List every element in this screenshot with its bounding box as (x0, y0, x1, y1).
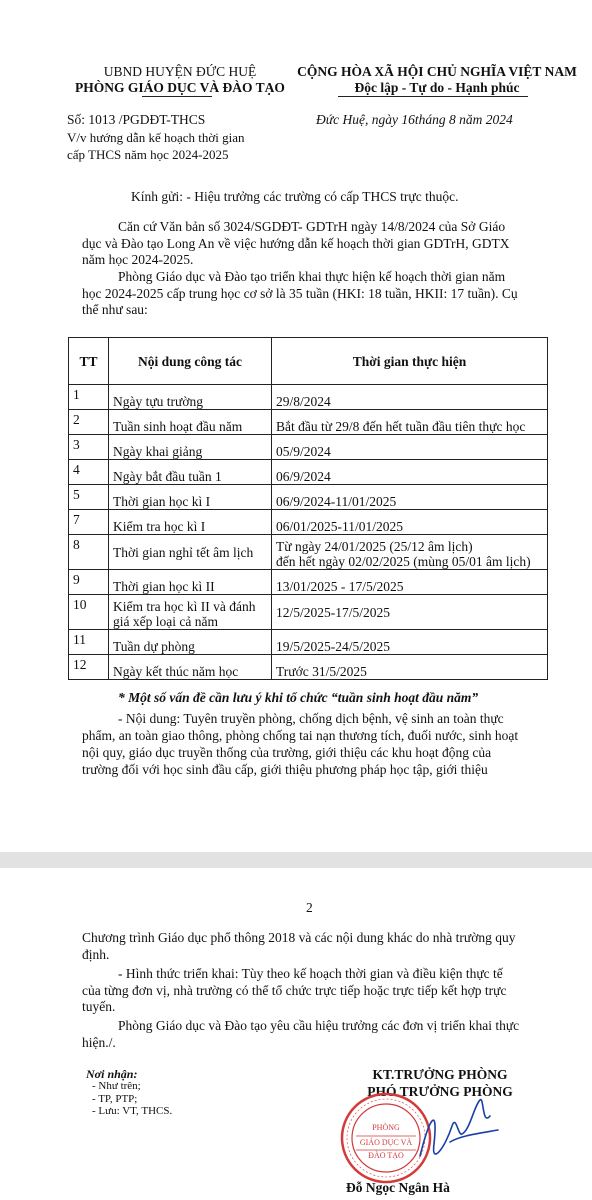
signer-name: Đỗ Ngọc Ngân Hà (346, 1180, 450, 1195)
table-row (69, 535, 548, 570)
cell-content: Ngày tựu trường (109, 385, 272, 410)
cell-tt: 1 (69, 385, 109, 410)
cell-tt: 5 (69, 485, 109, 510)
cell-content (109, 595, 272, 630)
para6-line-1: Phòng Giáo dục và Đào tạo yêu cầu hiệu trưởng các đơn vị triển khai thực (118, 1018, 520, 1033)
issuing-authority (70, 64, 290, 96)
authority-line-2: PHÒNG GIÁO DỤC VÀ ĐÀO TẠO (75, 80, 285, 95)
cell-time: 06/9/2024 (272, 460, 548, 485)
cell-time: 13/01/2025 - 17/5/2025 (272, 570, 548, 595)
recipient-item: - Như trên; (92, 1080, 141, 1092)
motto-underline (338, 96, 528, 97)
para1-line-3: năm học 2024-2025. (82, 252, 194, 267)
para5-line-3: tuyến. (82, 999, 116, 1014)
cell-tt: 12 (69, 655, 109, 680)
para3-line-4: trường đối với học sinh đầu cấp, giới thiệu phương pháp học tập, giới thiệu (82, 762, 488, 777)
cell-content: Thời gian học kì II (109, 570, 272, 595)
recipient-item: - TP, PTP; (92, 1092, 138, 1105)
table-row (69, 570, 548, 595)
authority-underline (142, 96, 212, 97)
paragraph-program (82, 930, 548, 963)
schedule-table (68, 337, 548, 680)
document-number: Số: 1013 /PGDĐT-THCS (67, 112, 206, 127)
cell-tt: 3 (69, 435, 109, 460)
recipients-list (92, 1080, 172, 1118)
table-row (69, 410, 548, 435)
cell-tt: 7 (69, 510, 109, 535)
motto-line-2: Độc lập - Tự do - Hạnh phúc (354, 80, 520, 95)
subject-line-2: cấp THCS năm học 2024-2025 (67, 147, 229, 162)
paragraph-content (82, 710, 548, 778)
cell-time: 12/5/2025-17/5/2025 (272, 595, 548, 630)
cell-content: Ngày kết thúc năm học (109, 655, 272, 680)
para5-line-2: của từng đơn vị, nhà trường có thể tổ chức trực tiếp hoặc trực tiếp kết hợp trực (82, 982, 507, 998)
paragraph-format (82, 966, 548, 1016)
cell-tt: 11 (69, 630, 109, 655)
stamp-text-3: ĐÀO TẠO (368, 1151, 404, 1160)
cell-content: Ngày bắt đầu tuần 1 (109, 460, 272, 485)
recipients-title: Nơi nhận: (86, 1067, 138, 1081)
cell-content: Tuần sinh hoạt đầu năm (109, 410, 272, 435)
table-row (69, 510, 548, 535)
subject-line-1: V/v hướng dẫn kế hoạch thời gian (67, 130, 245, 145)
para4-line-1: Chương trình Giáo dục phổ thông 2018 và các nội dung khác do nhà trường quy (82, 930, 516, 945)
cell-content: Kiểm tra học kì I (109, 510, 272, 535)
page-separator (0, 852, 592, 868)
table-row (69, 630, 548, 655)
cell-time: 19/5/2025-24/5/2025 (272, 630, 548, 655)
cell-time: 06/9/2024-11/01/2025 (272, 485, 548, 510)
para4-line-2: định. (82, 946, 110, 962)
cell-tt: 4 (69, 460, 109, 485)
para2-line-1: Phòng Giáo dục và Đào tạo triển khai thực hiện kế hoạch thời gian năm (118, 269, 506, 284)
paragraph-request (82, 1018, 548, 1051)
subject (67, 129, 244, 163)
cell-content: Tuần dự phòng (109, 630, 272, 655)
para2-line-2: học 2024-2025 cấp trung học cơ sở là 35 tuần (HKI: 18 tuần, HKII: 17 tuần). Cụ (82, 285, 518, 301)
cell-content: Thời gian nghỉ tết âm lịch (109, 535, 272, 570)
notes-title: * Một số vấn đề cần lưu ý khi tổ chức “tuần sinh hoạt đầu năm” (118, 690, 479, 705)
header-time: Thời gian thực hiện (272, 338, 548, 385)
para3-line-3: nội quy, giáo dục truyền thống của trường, giới thiệu các khu hoạt động của (82, 745, 492, 760)
cell-time: 05/9/2024 (272, 435, 548, 460)
sign-title-2: PHÓ TRƯỞNG PHÒNG (367, 1084, 513, 1099)
paragraph-implementation (82, 269, 548, 319)
place-date: Đức Huệ, ngày 16tháng 8 năm 2024 (316, 112, 513, 127)
stamp-text-2: GIÁO DỤC VÀ (359, 1138, 413, 1147)
cell-tt: 8 (69, 535, 109, 570)
motto-line-1: CỘNG HÒA XÃ HỘI CHỦ NGHĨA VIỆT NAM (297, 64, 577, 79)
authority-line-1: UBND HUYỆN ĐỨC HUỆ (103, 64, 257, 79)
document-page-2 (0, 868, 592, 1200)
paragraph-legal-basis (82, 219, 548, 269)
national-motto (282, 64, 592, 96)
cell-tt: 9 (69, 570, 109, 595)
cell-tt: 2 (69, 410, 109, 435)
cell-time (272, 535, 548, 570)
table-row (69, 385, 548, 410)
stamp-text-1: PHÒNG (372, 1123, 400, 1132)
cell-time: Bắt đầu từ 29/8 đến hết tuần đầu tiên thực học (272, 410, 548, 435)
cell-time-line-1: Từ ngày 24/01/2025 (25/12 âm lịch) (276, 539, 473, 554)
cell-tt: 10 (69, 595, 109, 630)
cell-time-line-2: đến hết ngày 02/02/2025 (mùng 05/01 âm lịch) (276, 554, 531, 569)
para3-line-2: phẩm, an toàn giao thông, phòng chống tai nạn thương tích, đuối nước, sinh hoạt (82, 728, 519, 743)
para5-line-1: - Hình thức triển khai: Tùy theo kế hoạch thời gian và điều kiện thực tế (118, 966, 503, 981)
para2-line-3: thể như sau: (82, 302, 148, 317)
cell-time: 29/8/2024 (272, 385, 548, 410)
cell-time: Trước 31/5/2025 (272, 655, 548, 680)
para6-line-2: hiện./. (82, 1034, 116, 1050)
table-row (69, 435, 548, 460)
recipient-line: Kính gửi: - Hiệu trưởng các trường có cấp THCS trực thuộc. (131, 189, 459, 204)
para3-line-1: - Nội dung: Tuyên truyền phòng, chống dịch bệnh, vệ sinh an toàn thực (118, 711, 504, 726)
handwritten-signature-icon (400, 1086, 510, 1176)
header-tt: TT (69, 338, 109, 385)
table-row (69, 485, 548, 510)
table-header-row (69, 338, 548, 385)
recipient-item: - Lưu: VT, THCS. (92, 1105, 173, 1117)
cell-content-line-1: Kiểm tra học kì II và đánh (113, 599, 256, 614)
cell-content: Thời gian học kì I (109, 485, 272, 510)
header-content: Nội dung công tác (109, 338, 272, 385)
sign-title-1: KT.TRƯỞNG PHÒNG (372, 1067, 508, 1082)
table-row (69, 595, 548, 630)
para1-line-2: dục và Đào tạo Long An về việc hướng dẫn kế hoạch thời gian GDTrH, GDTX (82, 235, 510, 251)
para1-line-1: Căn cứ Văn bản số 3024/SGDĐT- GDTrH ngày 14/8/2024 của Sở Giáo (118, 219, 506, 234)
cell-time: 06/01/2025-11/01/2025 (272, 510, 548, 535)
table-row (69, 655, 548, 680)
page-number: 2 (306, 900, 313, 915)
cell-content: Ngày khai giảng (109, 435, 272, 460)
cell-content-line-2: giá xếp loại cả năm (113, 614, 218, 629)
table-row (69, 460, 548, 485)
